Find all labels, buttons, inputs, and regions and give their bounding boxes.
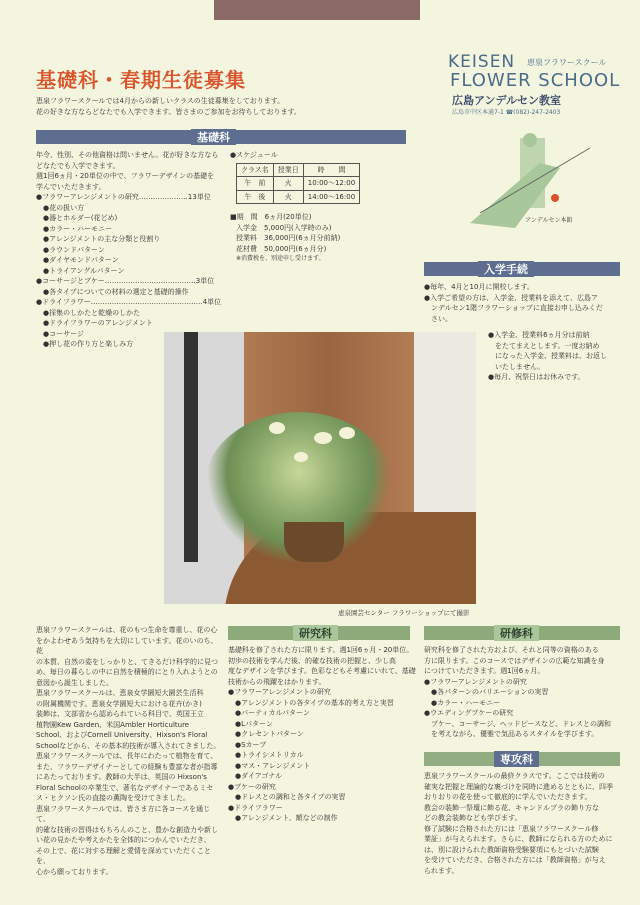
- nyugaku-list: ●毎年、4月と10月に開校します。 ●入学ご希望の方は、入学金、授業料を添えて、広島ア ンデルセン1階フラワーショップに直接お申し込みくだ さい。: [424, 283, 603, 323]
- about-line: また、フラワーデザイナーとしての経験も豊富な者が指導: [36, 762, 218, 771]
- about-line: 的確な技術の習得はもちろんのこと、豊かな創造力や新し: [36, 825, 218, 834]
- lily-flower: [339, 427, 355, 439]
- kenkyu-line: ●ブケーの研究: [228, 782, 276, 791]
- kenshu-line: ●ウエディングブケーの研究: [424, 709, 514, 717]
- senko-line: 修了試験に合格された方には「恵泉フラワースクール修: [424, 824, 599, 833]
- nyugaku-notes: ●入学金、授業料6ヵ月分は前納 をたてまえとします。一度お納め になった入学金、授業料は、お返し いたしません。 ●毎月、祝祭日はお休みです。: [488, 331, 607, 381]
- kenshu-line: ブケー、コーサージ、ヘッドピースなど、ドレスとの調和: [424, 719, 611, 728]
- about-line: をかよわせあう気持ちを大切にしています。花のいのち、花: [36, 636, 218, 655]
- about-line: の本質、自然の姿をしっかりと、てきるだけ科学的に見つ: [36, 657, 218, 666]
- page-title: 基礎科・春期生徒募集: [36, 68, 246, 92]
- kenkyu-line: 基礎科を修了された方に限ります。週1回6ヵ月・20単位。: [228, 646, 414, 654]
- kenshu-text: [424, 645, 620, 740]
- about-line: 恵泉フラワースクールは、花のもつ生命を尊重し、花の心: [36, 626, 218, 634]
- kiso-body: 年令、性別、その他資格は問いません。花が好きな方なら どなたでも入学できます。 週1回6ヵ月・20単位の中で、フラワーデザインの基礎を 学んでいただきます。 ●フラワーアレンジメントの研究…………………13単位 ●花の扱い方 ●器とホルダー(花どめ) ●カラー・ハーモニー ●アレンジメントの主な分類と役割り ●ラウンドパターン ●ダイヤモンドパターン ●トライアングルパターン ●コーサージとブケー…………………………………3単位 ●各タイプについての材料の選定と基礎的操作 ●ドライフラワー…………………………………………4単位 ●採集のしかたと乾燥のしかた ●ドライフラワーのアレンジメント ●コーサージ ●押し花の作り方と楽しみ方: [36, 150, 236, 350]
- kiso-list-item: ●押し花の作り方と楽しみ方: [36, 340, 134, 348]
- kiso-list-item: ●ラウンドパターン: [36, 245, 105, 254]
- kenkyu-line: 度なデザインを学びます。色彩などもそ考慮にいれて、基礎: [228, 667, 416, 675]
- kiso-list-item: ●コーサージ: [36, 329, 84, 338]
- kenkyu-line: ●Lパターン: [228, 719, 273, 728]
- about-line: 意図から誕生しました。: [36, 678, 113, 687]
- about-line: Schoolなどから、その基本的技術が導入されてきました。: [36, 741, 221, 750]
- photo-frame: [184, 332, 198, 562]
- kiso-list-item: ●トライアングルパターン: [36, 266, 125, 275]
- senko-text: [424, 771, 620, 876]
- kiso-list-item: ●アレンジメントの主な分類と役割り: [36, 235, 161, 243]
- kiso-list-item: ●コーサージとブケー…………………………………3単位: [36, 277, 215, 285]
- about-line: School、およびCornell University、Hixson's Floral: [36, 731, 208, 739]
- about-line: い花の見かたや考えかたを全体的につかんでいただき、: [36, 836, 211, 844]
- photo-basket: [284, 522, 344, 562]
- map-marker-icon: [551, 194, 559, 202]
- kiso-list-item: ●ドライフラワー…………………………………………4単位: [36, 298, 222, 306]
- photo-caption: 恵泉園芸センター フラワーショップにて撮影: [338, 609, 470, 617]
- about-text: [36, 625, 224, 877]
- kenshu-line: ●フラワーアレンジメントの研究: [424, 677, 527, 686]
- lily-flower: [269, 422, 285, 434]
- kiso-header: 基礎科: [36, 130, 406, 144]
- lily-flower: [314, 432, 332, 444]
- lily-flower: [294, 452, 308, 462]
- arrangement-photo: [164, 332, 476, 604]
- lead-text: 恵泉フラワースクールでは4月からの新しいクラスの生徒募集をしております。 花の好きな方ならどなたでも入学できます。皆さまのご参加をお待ちしております。: [36, 97, 301, 116]
- schedule-table: クラス名 授業日 時 間 午 前 火 10:00～12:00 午 後 火 14:00～16:00: [236, 163, 360, 205]
- kenshu-line: 研究科を修了された方および、それと同等の資格のある: [424, 646, 599, 654]
- kiso-list-item: ●ダイヤモンドパターン: [36, 256, 119, 264]
- about-line: 植物園Kew Garden、米国Ambler Horticulture: [36, 720, 190, 729]
- kenshu-line: ●カラー・ハーモニー: [424, 698, 501, 707]
- senko-line: られます。: [424, 866, 459, 875]
- logo-flower-school: FLOWER SCHOOL: [450, 70, 621, 91]
- kenkyu-header: 研究科: [228, 626, 410, 640]
- senko-line: どの教会装飾なども学びます。: [424, 814, 522, 822]
- map-circle: [523, 133, 537, 147]
- kenkyu-line: ●フラワーアレンジメントの研究: [228, 688, 331, 696]
- kenkyu-line: ●ドレスとの調和と各タイプの実習: [228, 793, 346, 801]
- about-line: にあたっております。教師の大半は、英国の Hixson's: [36, 773, 207, 781]
- kenshu-line: を考えながら、優雅で気品あるスタイルを学びます。: [424, 730, 599, 738]
- kenkyu-text: [228, 645, 418, 824]
- senko-header: 専攻科: [424, 752, 620, 766]
- logo-branch: 広島アンデルセン教室: [452, 94, 562, 107]
- about-line: Floral Schoolの卒業生で、著名なデザイナーであるミセ: [36, 783, 214, 792]
- kenkyu-line: ●ダイアゴナル: [228, 772, 283, 780]
- kenkyu-line: 技術からの飛躍をはかります。: [228, 677, 326, 686]
- kenkyu-line: ●パーティカルパターン: [228, 709, 310, 717]
- map-andersen-label: アンデルセン本館: [525, 217, 573, 224]
- about-line: の附属機関です。恵泉女学園短大における花卉(かき): [36, 699, 202, 708]
- kiso-list-item: ●ドライフラワーのアレンジメント: [36, 319, 153, 327]
- about-line: 心から願っております。: [36, 867, 113, 876]
- kenkyu-line: ●マス・アレンジメント: [228, 761, 311, 770]
- kiso-list-item: ●カラー・ハーモニー: [36, 224, 113, 233]
- senko-line: 確実な把握と理論的な裏づけを同時に進めるとともに、四季: [424, 782, 613, 791]
- kenkyu-line: ●Sカーブ: [228, 740, 267, 749]
- kenkyu-line: 初歩の技術を学んだ後、的確な技術の把握と、少し高: [228, 656, 396, 665]
- senko-line: は、別に設けられた教師資格受験要項にもとづいた試験: [424, 845, 599, 854]
- senko-line: おりおりの花を使って徹底的に学んでいただきます。: [424, 793, 592, 801]
- senko-line: 恵泉フラワースクールの最終クラスです。ここでは技術の: [424, 772, 605, 780]
- kenshu-line: ●各パターンのバリエーションの実習: [424, 688, 549, 696]
- logo-keisen: KEISEN: [448, 52, 516, 72]
- senko-line: を受けていただき、合格された方には「教師資格」が与え: [424, 856, 606, 864]
- about-line: 恵泉フラワースクールは、恵泉女学園短大園芸生活科: [36, 689, 204, 697]
- kiso-list: [36, 192, 236, 350]
- kiso-list-item: ●器とホルダー(花どめ): [36, 214, 118, 222]
- kiso-list-item: ●採集のしかたと乾燥のしかた: [36, 308, 141, 317]
- kiso-list-item: ●各タイプについての材料の選定と基礎的操作: [36, 287, 189, 296]
- senko-line: 教会の装飾一祭壇に飾る花、キャンドルブラの飾り方な: [424, 803, 599, 812]
- about-line: 装飾は、文部省から認められている科目で、英国王立: [36, 710, 204, 718]
- logo-jp: 恵泉フラワースクール: [527, 58, 607, 67]
- schedule: ●スケジュール クラス名 授業日 時 間 午 前 火 10:00～12:00 午 後 火 14:00～16:00 ■期 間 6ヵ月(20単位) 入学金 5,000円(入学時のみ) 授業料 36,000円(6ヵ月分前納) 花材費 50,000円(6ヵ月分) ※消費税を、別途申し受けます。: [230, 150, 410, 265]
- kenkyu-line: ●クレセントパターン: [228, 730, 304, 738]
- kenkyu-line: ●トライシメトリカル: [228, 751, 304, 759]
- about-line: め、毎日の暮らしの中に自然を積極的にとり入れようとの: [36, 668, 218, 676]
- nyugaku-header: 入学手続: [424, 262, 620, 276]
- top-color-bar: [214, 0, 420, 20]
- about-line: 恵泉フラワースクールでは、皆さま方に各コースを通じて、: [36, 804, 211, 823]
- kenkyu-line: ●ドライフラワー: [228, 803, 283, 812]
- about-line: その上で、花に対する理解と愛情を深めていただくことを、: [36, 846, 211, 865]
- kiso-list-item: ●フラワーアレンジメントの研究…………………13単位: [36, 193, 211, 201]
- kenshu-line: 方に限ります。このコースではデザインの広範な知識を身: [424, 656, 605, 665]
- kenkyu-line: ●アレンジメントの各タイプの基本的考え方と実習: [228, 698, 394, 707]
- kenshu-line: につけていただきます。週1回6ヵ月。: [424, 667, 545, 675]
- kenshu-header: 研修科: [424, 626, 620, 640]
- map-street-2: [520, 138, 545, 208]
- senko-line: 業証」が与えられます。さらに、教師になられる方のために: [424, 835, 613, 843]
- kenkyu-line: ●アレンジメント、額などの制作: [228, 814, 338, 822]
- kiso-list-item: ●花の扱い方: [36, 203, 85, 212]
- about-line: 恵泉フラワースクールでは、長年にわたって植物を育て、: [36, 752, 218, 760]
- logo-address: 広島市中区本通7-1 ☎(082)-247-2403: [452, 109, 561, 116]
- about-line: ス・ヒクソン氏の直接の薫陶を受けてきました。: [36, 794, 190, 802]
